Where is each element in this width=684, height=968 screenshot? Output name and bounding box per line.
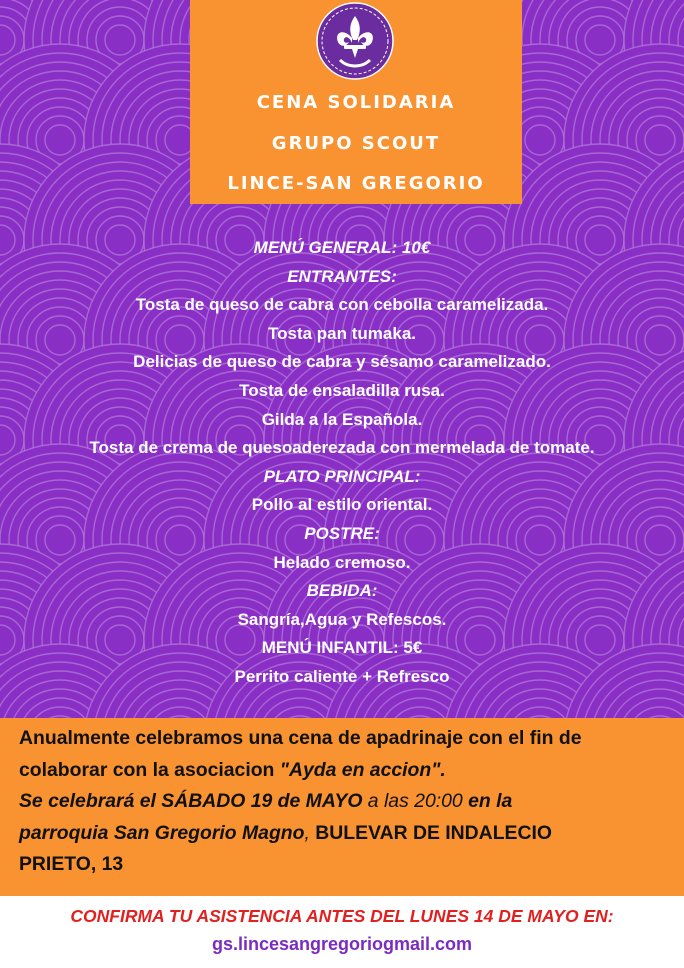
event-venue: parroquia San Gregorio Magno (19, 821, 305, 844)
entrante-item: Tosta de queso de cabra con cebolla caramelizada. (135, 295, 549, 315)
bebida-item: Sangría,Agua y Refescos. (237, 609, 447, 629)
event-date: Se celebrará el SÁBADO 19 de MAYO (19, 790, 363, 812)
entrante-item: Tosta de crema de quesoaderezada con mermelada de tomate. (89, 438, 595, 458)
title-line-2: GRUPO SCOUT (271, 133, 441, 154)
plato-principal-item: Pollo al estilo oriental. (251, 495, 433, 515)
event-time: a las 20:00 (362, 790, 469, 812)
menu-infantil-item: Perrito caliente + Refresco (234, 666, 450, 686)
info-line-2 (19, 755, 684, 787)
info-text: colaborar con la asociacion (19, 758, 280, 781)
info-line-5 (19, 849, 684, 881)
menu-infantil-heading: MENÚ INFANTIL: 5€ (261, 638, 423, 658)
entrante-item: Delicias de queso de cabra y sésamo caramelizado. (133, 352, 551, 372)
event-info-box (0, 718, 684, 896)
info-line-3 (19, 786, 684, 818)
info-line-4 (19, 818, 684, 850)
info-line-1 (19, 723, 684, 755)
fleur-de-lis-icon (316, 2, 394, 80)
postre-heading: POSTRE: (304, 523, 380, 543)
info-text: Anualmente celebramos una cena de apadrinaje con el fin de (19, 727, 582, 749)
postre-item: Helado cremoso. (273, 552, 411, 572)
menu-section (0, 234, 684, 692)
entrante-item: Gilda a la Española. (261, 409, 423, 429)
contact-email[interactable]: gs.lincesangregoriogmail.com (211, 934, 473, 954)
event-address: PRIETO, 13 (19, 853, 124, 875)
confirmation-footer (0, 896, 684, 968)
event-address: BULEVAR DE INDALECIO (315, 821, 552, 844)
entrantes-heading: ENTRANTES: (287, 266, 397, 286)
title-line-3: LINCE-SAN GREGORIO (227, 173, 485, 194)
plato-principal-heading: PLATO PRINCIPAL: (263, 466, 421, 486)
bebida-heading: BEBIDA: (306, 581, 378, 601)
entrante-item: Tosta pan tumaka. (268, 323, 416, 343)
info-text: en la (468, 790, 513, 812)
title-banner (190, 0, 522, 204)
confirm-attendance-text: CONFIRMA TU ASISTENCIA ANTES DEL LUNES 14 DE MAYO EN: (70, 906, 614, 926)
entrante-item: Tosta de ensaladilla rusa. (239, 380, 445, 400)
info-text: , (304, 821, 316, 844)
association-name: "Ayda en accion". (279, 758, 446, 781)
menu-general-heading: MENÚ GENERAL: 10€ (253, 238, 431, 257)
title-line-1: CENA SOLIDARIA (256, 92, 456, 113)
